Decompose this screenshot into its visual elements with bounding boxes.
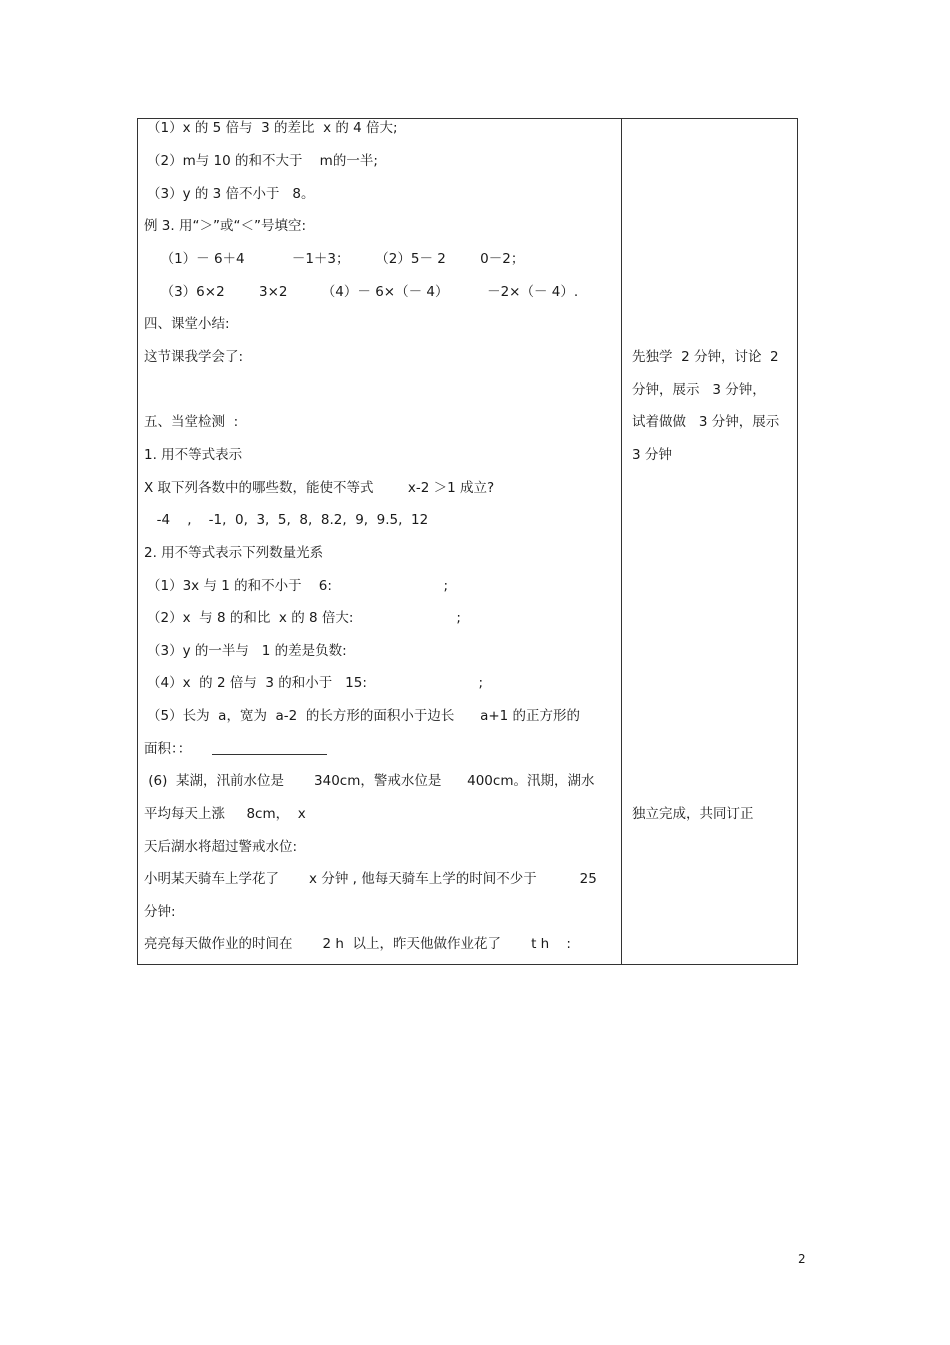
left-line-1: （1）x 的 5 倍与 3 的差比 x 的 4 倍大; [147, 120, 398, 136]
left-line-19: 面积：： [144, 741, 192, 757]
left-line-12: -4 , -1, 0, 3, 5, 8, 8.2, 9, 9.5, 12 [148, 512, 429, 528]
left-line-18: （5）长为 a，宽为 a-2 的长方形的面积小于边长 a+1 的正方形的 [147, 708, 581, 724]
page-number: 2 [798, 1252, 806, 1266]
left-line-14: （1）3x 与 1 的和不小于 6: ; [147, 578, 449, 594]
column-divider [621, 119, 622, 964]
left-line-10: 1. 用不等式表示 [144, 447, 243, 463]
left-line-20: (6) 某湖，汛前水位是 340cm，警戒水位是 400cm。汛期，湖水 [144, 773, 595, 789]
left-line-16: （3）y 的一半与 1 的差是负数: [147, 643, 347, 659]
left-line-6: （3）6×2 3×2 （4）－ 6×（－ 4） －2×（－ 4）. [152, 284, 579, 300]
right-note-5: 独立完成，共同订正 [632, 806, 754, 822]
right-note-2: 分钟，展示 3 分钟， [632, 382, 766, 398]
right-note-1: 先独学 2 分钟，讨论 2 [632, 349, 779, 365]
left-line-3: （3）y 的 3 倍不小于 8。 [147, 186, 315, 202]
left-line-24: 分钟: [144, 904, 176, 920]
left-line-25: 亮亮每天做作业的时间在 2 h 以上，昨天他做作业花了 t h : [144, 936, 571, 952]
left-line-15: （2）x 与 8 的和比 x 的 8 倍大: ; [147, 610, 461, 626]
left-line-11: X 取下列各数中的哪些数，能使不等式 x-2 ＞1 成立? [144, 480, 495, 496]
left-line-4: 例 3. 用“＞”或“＜”号填空: [144, 218, 306, 234]
section-heading-test: 五、当堂检测 : [144, 414, 239, 430]
left-line-22: 天后湖水将超过警戒水位: [144, 839, 298, 855]
section-heading-summary: 四、课堂小结: [144, 316, 230, 332]
right-note-3: 试着做做 3 分钟，展示 [632, 414, 780, 430]
left-line-8: 这节课我学会了: [144, 349, 244, 365]
answer-blank [212, 754, 327, 755]
left-line-2: （2）m与 10 的和不大于 m的一半; [147, 153, 378, 169]
left-line-5: （1）－ 6＋4 －1＋3； （2）5－ 2 0－2； [152, 251, 525, 267]
left-line-23: 小明某天骑车上学花了 x 分钟 , 他每天骑车上学的时间不少于 25 [144, 871, 597, 887]
left-line-13: 2. 用不等式表示下列数量光系 [144, 545, 324, 561]
right-note-4: 3 分钟 [632, 447, 672, 463]
left-line-17: （4）x 的 2 倍与 3 的和小于 15: ; [147, 675, 484, 691]
left-line-21: 平均每天上涨 8cm， x [144, 806, 306, 822]
